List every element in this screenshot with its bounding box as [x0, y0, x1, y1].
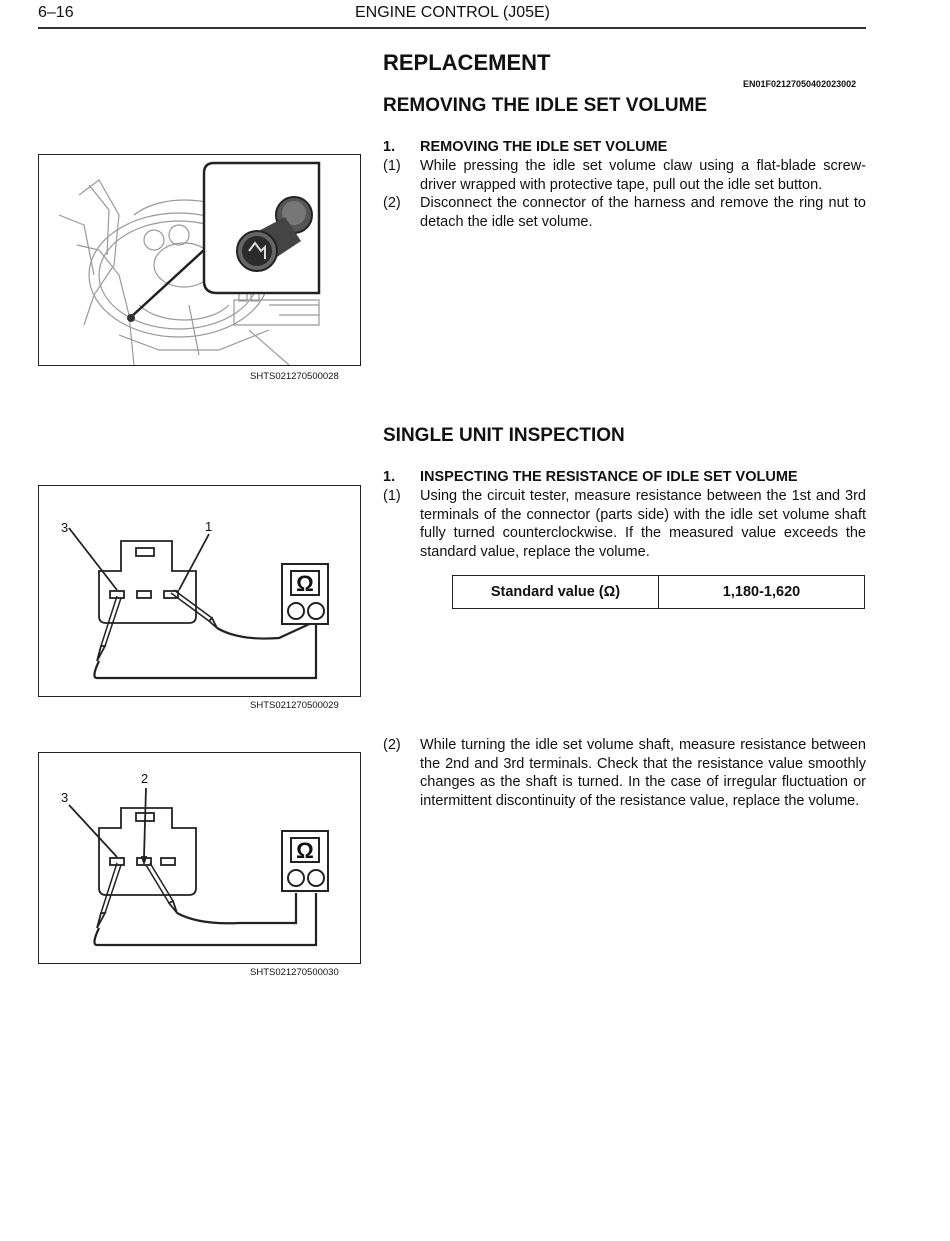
- item-text: While pressing the idle set volume claw using a flat-blade screw-driver wrapped with protective tape, pull out the idle set button.: [420, 158, 866, 193]
- callout-3: 3: [61, 520, 69, 535]
- dashboard-illustration: [39, 155, 360, 365]
- item-number: (2): [383, 195, 401, 211]
- ohm-symbol: Ω: [296, 838, 314, 863]
- page-number: 6–16: [38, 4, 74, 21]
- item-text: Using the circuit tester, measure resistance between the 1st and 3rd terminals of the connector (parts side) with the idle set volume shaft fully turned counterclockwise. If the measured value exceeds the standard value, replace the volume.: [420, 488, 866, 560]
- replacement-step-1: [383, 138, 866, 158]
- knob-location-marker: [127, 314, 135, 322]
- item-number: (2): [383, 737, 401, 753]
- probe-lead-3: [94, 893, 316, 945]
- step-number: 1.: [383, 139, 396, 155]
- header-rule: [38, 27, 866, 29]
- step-title: INSPECTING THE RESISTANCE OF IDLE SET VOLUME: [420, 469, 798, 485]
- callout-3: 3: [61, 790, 69, 805]
- standard-value-label: Standard value (Ω): [453, 576, 659, 609]
- probe-lead-2: [177, 893, 296, 923]
- figure-2-caption: SHTS021270500029: [250, 700, 339, 711]
- standard-value-table: [452, 575, 865, 609]
- probe-lead-3: [94, 621, 316, 678]
- inspection-item-1: [383, 487, 866, 563]
- document-code: EN01F02127050402023002: [743, 79, 857, 89]
- inspection-heading: SINGLE UNIT INSPECTION: [383, 425, 625, 446]
- running-title: ENGINE CONTROL (J05E): [355, 4, 550, 21]
- figure-1-caption: SHTS021270500028: [250, 371, 339, 382]
- figure-terminals-1-3: [38, 485, 361, 697]
- step-title: REMOVING THE IDLE SET VOLUME: [420, 139, 668, 155]
- figure-idle-set-knob: [38, 154, 361, 366]
- connector-outline: [99, 541, 196, 623]
- standard-value: 1,180-1,620: [659, 576, 865, 609]
- replacement-heading: REPLACEMENT: [383, 50, 551, 75]
- item-text: Disconnect the connector of the harness and remove the ring nut to detach the idle set volume.: [420, 195, 866, 230]
- item-number: (1): [383, 488, 401, 504]
- removing-subheading: REMOVING THE IDLE SET VOLUME: [383, 95, 708, 116]
- replacement-item-1: [383, 157, 866, 195]
- callout-1: 1: [205, 519, 213, 534]
- figure-terminals-2-3: [38, 752, 361, 964]
- leader-line: [131, 250, 204, 317]
- replacement-item-2: [383, 194, 866, 232]
- step-number: 1.: [383, 469, 396, 485]
- ohm-symbol: Ω: [296, 571, 314, 596]
- table-row: [453, 576, 865, 609]
- inspection-item-2: [383, 736, 866, 831]
- item-text: While turning the idle set volume shaft, measure resistance between the 2nd and 3rd terminals. Check that the resistance value smoothly changes as the shaft is turned. In the case of irregular fluctuation or intermittent discontinuity of the resistance value, replace the volume.: [420, 737, 866, 809]
- item-number: (1): [383, 158, 401, 174]
- figure-3-caption: SHTS021270500030: [250, 967, 339, 978]
- callout-2: 2: [141, 771, 149, 786]
- inspection-step-1: [383, 468, 866, 488]
